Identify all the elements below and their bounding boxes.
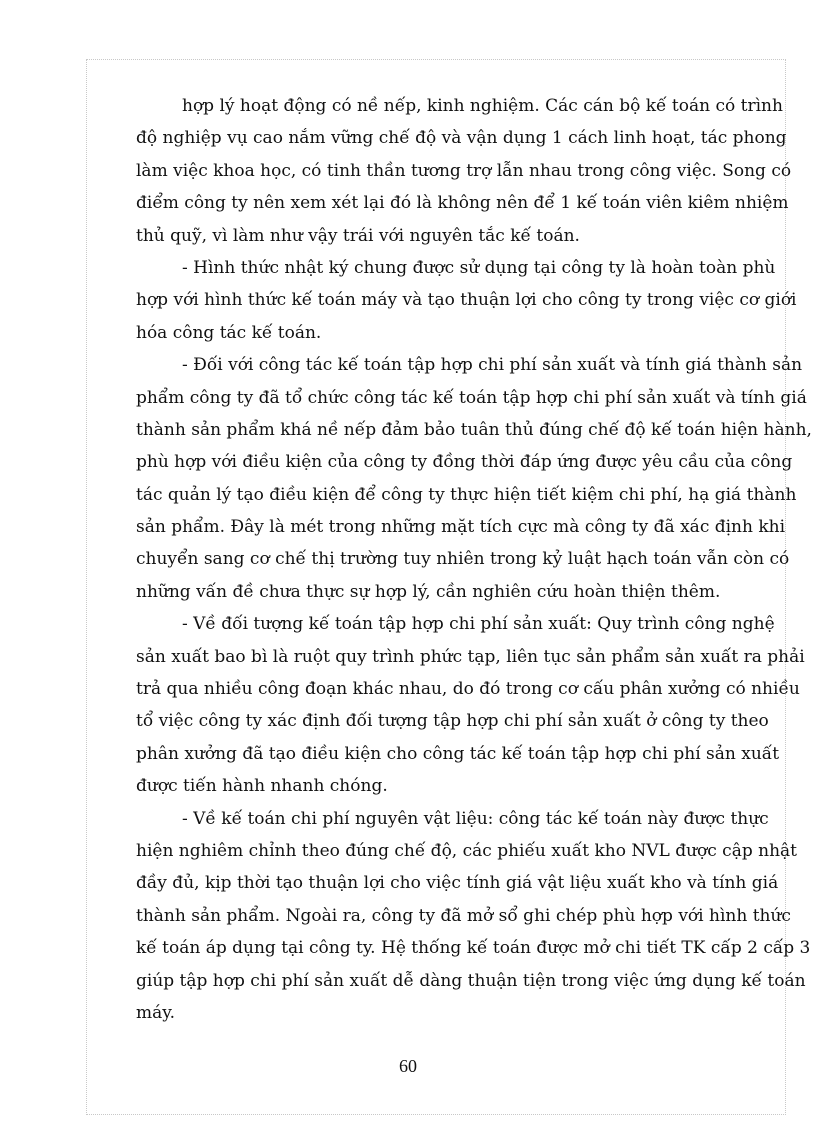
text-line: phù hợp với điều kiện của công ty đồng thời đáp ứng được yêu cầu của công xyxy=(136,452,793,473)
text-line: máy. xyxy=(136,1002,176,1023)
page-number: 60 xyxy=(399,1056,417,1076)
text-line: hóa công tác kế toán. xyxy=(136,322,322,343)
text-line: phân xưởng đã tạo điều kiện cho công tác kế toán tập hợp chi phí sản xuất xyxy=(136,743,780,764)
text-line: chuyển sang cơ chế thị trường tuy nhiên trong kỷ luật hạch toán vẫn còn có xyxy=(136,549,790,570)
text-line: độ nghiệp vụ cao nắm vững chế độ và vận dụng 1 cách linh hoạt, tác phong xyxy=(136,128,787,149)
text-line: kế toán áp dụng tại công ty. Hệ thống kế toán được mở chi tiết TK cấp 2 cấp 3 xyxy=(136,938,811,959)
paragraph xyxy=(136,608,805,802)
text-line: được tiến hành nhanh chóng. xyxy=(136,776,388,797)
text-line: những vấn đề chưa thực sự hợp lý, cần nghiên cứu hoàn thiện thêm. xyxy=(136,581,721,602)
paragraph xyxy=(136,349,812,608)
text-line: hiện nghiêm chỉnh theo đúng chế độ, các phiếu xuất kho NVL được cập nhật xyxy=(136,840,797,861)
text-line: tác quản lý tạo điều kiện để công ty thực hiện tiết kiệm chi phí, hạ giá thành xyxy=(136,484,797,505)
paragraph xyxy=(136,90,792,252)
paragraph xyxy=(136,803,811,1030)
text-line: sản phẩm. Đây là mét trong những mặt tích cực mà công ty đã xác định khi xyxy=(136,517,786,538)
text-line: giúp tập hợp chi phí sản xuất dễ dàng thuận tiện trong việc ứng dụng kế toán xyxy=(136,970,806,991)
text-line: - Về đối tượng kế toán tập hợp chi phí sản xuất: Quy trình công nghệ xyxy=(182,614,775,635)
text-line: - Về kế toán chi phí nguyên vật liệu: công tác kế toán này được thực xyxy=(182,808,769,829)
text-line: thủ quỹ, vì làm như vậy trái với nguyên tắc kế toán. xyxy=(136,225,580,246)
text-line: tổ việc công ty xác định đối tượng tập hợp chi phí sản xuất ở công ty theo xyxy=(136,711,769,732)
text-line: đầy đủ, kịp thời tạo thuận lợi cho việc tính giá vật liệu xuất kho và tính giá xyxy=(136,873,779,894)
text-line: thành sản phẩm. Ngoài ra, công ty đã mở sổ ghi chép phù hợp với hình thức xyxy=(136,905,791,926)
text-line: sản xuất bao bì là ruột quy trình phức tạp, liên tục sản phẩm sản xuất ra phải xyxy=(136,646,805,667)
text-line: hợp với hình thức kế toán máy và tạo thuận lợi cho công ty trong việc cơ giới xyxy=(136,290,797,311)
text-line: điểm công ty nên xem xét lại đó là không nên để 1 kế toán viên kiêm nhiệm xyxy=(136,193,789,214)
text-line: trả qua nhiều công đoạn khác nhau, do đó trong cơ cấu phân xưởng có nhiều xyxy=(136,679,800,700)
paragraph xyxy=(136,252,797,349)
text-line: - Đối với công tác kế toán tập hợp chi phí sản xuất và tính giá thành sản xyxy=(182,355,803,376)
text-line: thành sản phẩm khá nề nếp đảm bảo tuân thủ đúng chế độ kế toán hiện hành, xyxy=(136,419,812,440)
text-line: - Hình thức nhật ký chung được sử dụng tại công ty là hoàn toàn phù xyxy=(182,257,776,278)
text-line: phẩm công ty đã tổ chức công tác kế toán tập hợp chi phí sản xuất và tính giá xyxy=(136,387,807,408)
text-line: hợp lý hoạt động có nề nếp, kinh nghiệm. Các cán bộ kế toán có trình xyxy=(182,96,783,116)
text-line: làm việc khoa học, có tinh thần tương trợ lẫn nhau trong công việc. Song có xyxy=(136,160,792,181)
document-body xyxy=(136,90,812,1029)
